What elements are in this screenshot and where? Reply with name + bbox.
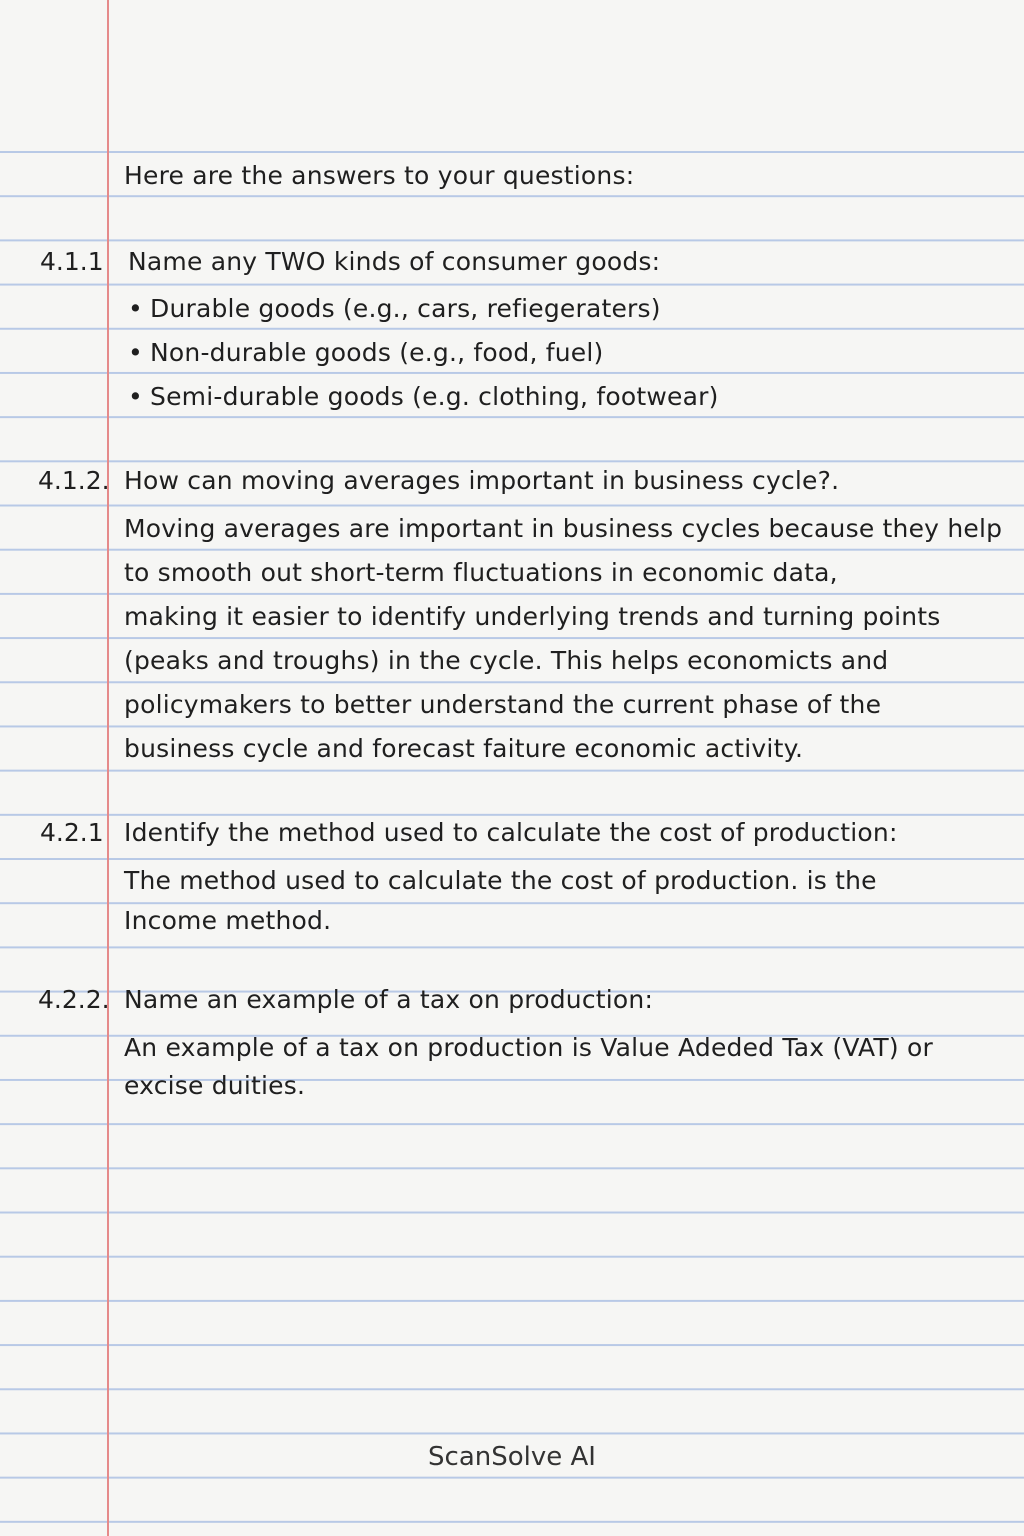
question-number-4-1-1: 4.1.1 — [40, 247, 104, 276]
question-4-2-1: Identify the method used to calculate the cost of production: — [124, 818, 898, 847]
bullet-item: • Durable goods (e.g., cars, refiegeraters) — [128, 294, 661, 324]
answer-line: excise duities. — [124, 1071, 306, 1100]
question-4-1-2: How can moving averages important in business cycle?. — [124, 466, 840, 495]
answer-line: The method used to calculate the cost of production. is the — [124, 866, 877, 895]
question-number-4-1-2: 4.1.2. — [38, 466, 110, 495]
question-4-2-2: Name an example of a tax on production: — [124, 985, 654, 1014]
answer-line: to smooth out short-term fluctuations in economic data, — [124, 558, 838, 587]
question-number-4-2-2: 4.2.2. — [38, 985, 110, 1014]
margin-line — [107, 0, 109, 1536]
bullet-item: • Semi-durable goods (e.g. clothing, footwear) — [128, 382, 719, 412]
intro-text: Here are the answers to your questions: — [124, 161, 635, 190]
question-4-1-1: Name any TWO kinds of consumer goods: — [128, 247, 661, 276]
footer-brand: ScanSolve AI — [428, 1442, 596, 1472]
answer-line: An example of a tax on production is Value Adeded Tax (VAT) or — [124, 1033, 933, 1062]
answer-line: Income method. — [124, 906, 332, 935]
page-header-blank — [0, 0, 1024, 150]
answer-line: business cycle and forecast faiture economic activity. — [124, 734, 804, 763]
answer-line: policymakers to better understand the current phase of the — [124, 690, 882, 719]
answer-line: Moving averages are important in business cycles because they help — [124, 514, 1003, 543]
answer-line: (peaks and troughs) in the cycle. This helps economicts and — [124, 646, 889, 675]
bullet-item: • Non-durable goods (e.g., food, fuel) — [128, 338, 604, 368]
question-number-4-2-1: 4.2.1 — [40, 818, 104, 847]
answer-line: making it easier to identify underlying trends and turning points — [124, 602, 941, 631]
